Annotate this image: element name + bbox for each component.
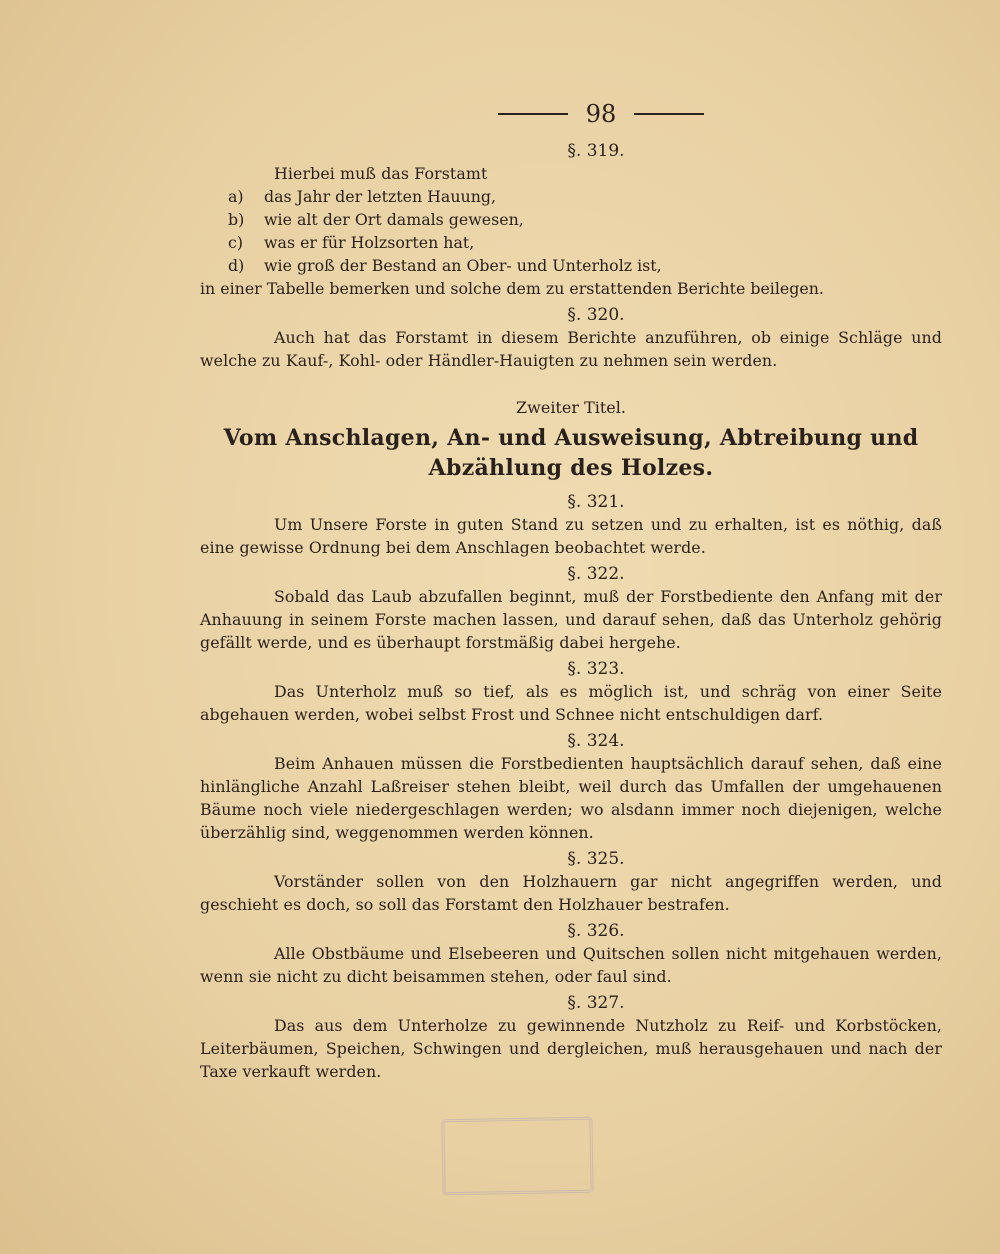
section-319-closing: in einer Tabelle bemerken und solche dem zu erstattenden Berichte beilegen. [200,279,824,298]
section-heading-322: §. 322. [567,564,625,584]
section-heading-326: §. 326. [567,921,625,941]
page-number: 98 [585,100,617,128]
header-rule-right [634,113,704,115]
list-item-label: c) [228,233,244,252]
section-326-text: Alle Obstbäume und Elsebeeren und Quitschen sollen nicht mitgehauen werden, wenn sie nicht zu dicht beisammen stehen, oder faul sind. [200,944,942,986]
list-item [200,208,942,231]
section-321-text: Um Unsere Forste in guten Stand zu setzen und zu erhalten, ist es nöthig, daß eine gewisse Ordnung bei dem Anschlagen beobachtet werde. [200,515,942,557]
page-content [200,92,942,1083]
chapter-subtitle: Zweiter Titel. [516,398,626,417]
section-heading-327: §. 327. [567,993,625,1013]
section-heading-320: §. 320. [567,305,625,325]
list-item [200,231,942,254]
list-item-text: wie alt der Ort damals gewesen, [264,210,524,229]
list-item-label: d) [228,256,245,275]
section-323-text: Das Unterholz muß so tief, als es möglich ist, und schräg von einer Seite abgehauen werden, wobei selbst Frost und Schnee nicht entschuldigen darf. [200,682,942,724]
section-heading-323: §. 323. [567,659,625,679]
section-heading-325: §. 325. [567,849,625,869]
chapter-title: Vom Anschlagen, An- und Ausweisung, Abtreibung und Abzählung des Holzes. [223,425,919,481]
section-heading-321: §. 321. [567,492,625,512]
library-stamp [441,1117,593,1196]
list-item [200,185,942,208]
page-header [260,92,942,136]
list-item-text: wie groß der Bestand an Ober- und Unterholz ist, [264,256,662,275]
list-item-label: b) [228,210,245,229]
header-rule-left [498,113,568,115]
list-item-label: a) [228,187,244,206]
section-319-intro: Hierbei muß das Forstamt [274,164,488,183]
section-heading-319: §. 319. [567,141,625,161]
list-item-text: was er für Holzsorten hat, [264,233,475,252]
section-320-text: Auch hat das Forstamt in diesem Berichte anzuführen, ob einige Schläge und welche zu Kauf-, Kohl- oder Händler-Hauigten zu nehmen sein werden. [200,328,942,370]
section-324-text: Beim Anhauen müssen die Forstbedienten hauptsächlich darauf sehen, daß eine hinlängliche Anzahl Laßreiser stehen bleibt, weil durch das Umfallen der umgehauenen Bäume noch viele niedergeschlagen werden; wo alsdann immer noch diejenigen, welche überzählig sind, weggenommen werden können. [200,754,942,842]
section-322-text: Sobald das Laub abzufallen beginnt, muß der Forstbediente den Anfang mit der Anhauung in seinem Forste machen lassen, und darauf sehen, daß das Unterholz gehörig gefällt werde, und es überhaupt forstmäßig dabei hergehe. [200,587,942,652]
list-item-text: das Jahr der letzten Hauung, [264,187,497,206]
section-325-text: Vorständer sollen von den Holzhauern gar nicht angegriffen werden, und geschieht es doch, so soll das Forstamt den Holzhauer bestrafen. [200,872,942,914]
section-327-text: Das aus dem Unterholze zu gewinnende Nutzholz zu Reif- und Korbstöcken, Leiterbäumen, Speichen, Schwingen und dergleichen, muß herausgehauen und nach der Taxe verkauft werden. [200,1016,942,1081]
list-item [200,254,942,277]
section-heading-324: §. 324. [567,731,625,751]
